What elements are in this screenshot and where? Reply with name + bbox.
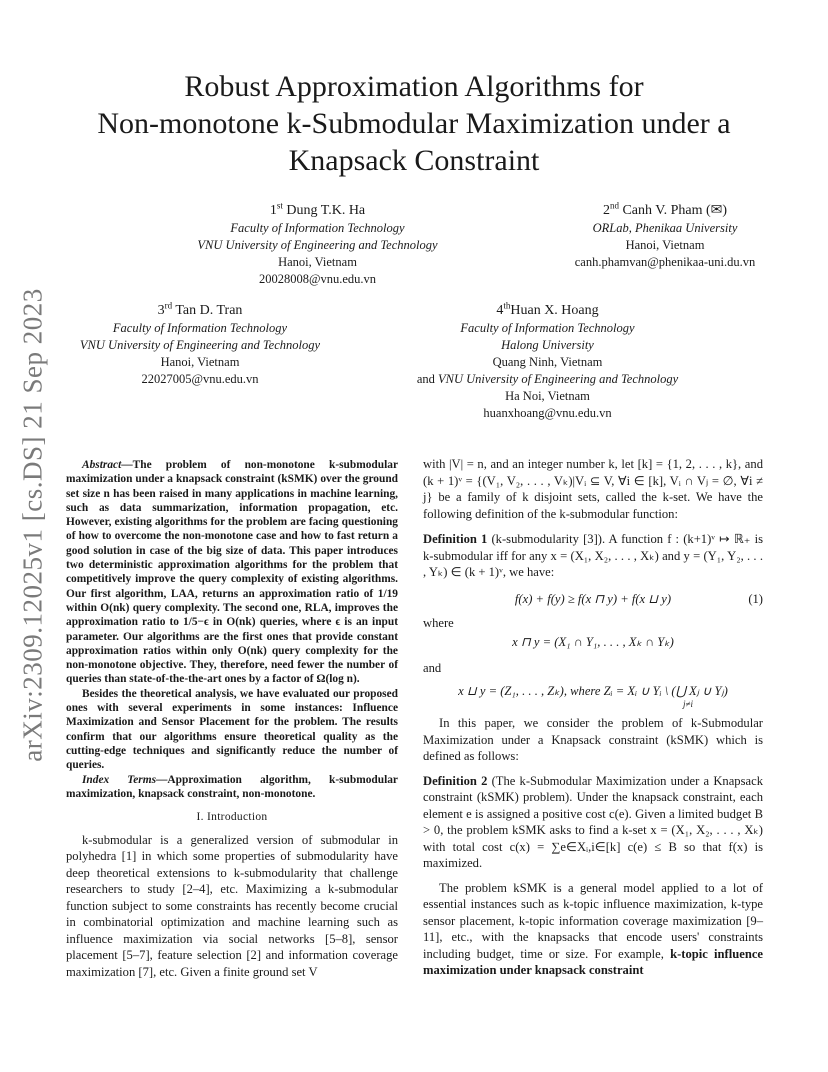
definition-text: (The k-Submodular Maximization under a Knapsack constraint (kSMK) problem). Under the knapsack constraint, each element e is assigned a positive cost c(e). Given a limited budget B > 0, the problem kSMK asks to find a k-set x = (X₁, X₂, . . . , Xₖ) with total cost c(x) = ∑e∈Xᵢ,i∈[k] c(e) ≤ B so that f(x) is maximized. [423, 773, 763, 870]
arxiv-stamp-text: arXiv:2309.12025v1 [cs.DS] 21 Sep 2023 [17, 288, 48, 762]
where-label: where [423, 616, 454, 630]
index-terms-label: Index Terms [82, 773, 156, 786]
body-paragraph: with |V| = n, and an integer number k, let [k] = {1, 2, . . . , k}, and (k + 1)ᵛ = {(V₁, V₂, . . . , Vₖ)|Vᵢ ⊆ V, ∀i ∈ [k], Vᵢ ∩ Vⱼ = ∅, ∀i ≠ j} be a family of k disjoint sets, called the k-set. We have the following definition of the k-submodular function: [423, 457, 763, 521]
equation-number: (1) [748, 591, 763, 606]
author-ordinal: st [276, 200, 283, 211]
definition-2 [423, 773, 763, 872]
author-block-1 [180, 202, 455, 288]
abstract-label: Abstract [82, 459, 122, 471]
author-email: canh.phamvan@phenikaa-uni.du.vn [574, 255, 756, 269]
equation-1 [423, 591, 763, 608]
author-location: Hanoi, Vietnam [625, 238, 705, 252]
right-column [423, 456, 763, 979]
title-line-3: Knapsack Constraint [288, 144, 540, 177]
author-email: 20028008@vnu.edu.vn [258, 272, 377, 286]
author-location: Ha Noi, Vietnam [505, 389, 590, 403]
author-number: 1 [269, 203, 277, 218]
paper-title [0, 68, 828, 179]
abstract-paragraph-2: Besides the theoretical analysis, we have evaluated our proposed ones with several experiments in some instances: Influence Maximization and Sensor Placement for the problem. The results confirm that our algorithms ensure theoretical quality as the cutting-edge techniques and significantly reduce the number of queries. [66, 687, 398, 772]
author-affiliation: VNU University of Engineering and Technology [79, 338, 321, 352]
author-ordinal: th [503, 300, 511, 311]
paragraph-bold-text: k-topic influence maximization under knapsack constraint [423, 946, 764, 977]
abstract [66, 458, 398, 687]
author-affiliation: Faculty of Information Technology [460, 321, 635, 335]
author-name: Dung T.K. Ha [286, 203, 366, 218]
definition-label: Definition 2 [423, 773, 488, 788]
author-location: Quang Ninh, Vietnam [492, 355, 603, 369]
author-name: Canh V. Pham (✉) [622, 203, 728, 218]
title-line-2: Non-monotone k-Submodular Maximization under a [97, 107, 731, 140]
paragraph-text: The problem kSMK is a general model applied to a lot of essential instances such as k-topic influence maximization, k-type sensor placement, k-topic information coverage maximization [9–11], etc., with the knapsacks that encode users' constraints including budget, time or size. For example, [423, 880, 763, 961]
left-column [66, 458, 398, 980]
body-paragraph: In this paper, we consider the problem of k-Submodular Maximization under a Knapsack constraint (kSMK) which is defined as follows: [423, 716, 763, 763]
author-block-2 [555, 202, 775, 271]
definition-label: Definition 1 [423, 532, 488, 546]
author-affiliation: VNU University of Engineering and Technology [438, 372, 679, 386]
author-ordinal: nd [609, 200, 619, 211]
equation-subscript: j≠i [683, 699, 693, 709]
equation-3 [423, 683, 763, 710]
intro-paragraph: k-submodular is a generalized version of submodular in polyhedra [1] in which some properties of submodularity have deep theoretical extensions to k-submodularity that challenge researchers to study [2–4], etc. Maximizing a k-submodular function subject to some constraints has recently become crucial in combinatorial optimization and machine learning such as influence maximization via social networks [5–8], sensor placement [5–7], feature selection [2] and information coverage maximization [7], etc. Given a finite ground set V [66, 832, 398, 979]
author-name: Tan D. Tran [175, 303, 243, 318]
author-and: and [416, 372, 439, 386]
arxiv-stamp [18, 290, 48, 760]
author-number: 2 [602, 203, 610, 218]
title-line-1: Robust Approximation Algorithms for [184, 70, 644, 103]
author-email: huanxhoang@vnu.edu.vn [483, 406, 612, 420]
definition-ref: (k-submodularity [3]). [491, 532, 606, 546]
author-affiliation: VNU University of Engineering and Technology [197, 238, 438, 252]
definition-1 [423, 531, 763, 581]
author-block-3 [65, 302, 335, 388]
body-paragraph [423, 880, 763, 979]
index-terms-text: —Approximation algorithm, k-submodular maximization, knapsack constraint, non-monotone. [66, 773, 398, 800]
equation-text: x ⊔ y = (Z₁, . . . , Zₖ), where Zᵢ = Xᵢ ∪ Yᵢ \ (⋃ Xⱼ ∪ Yⱼ) [458, 683, 728, 698]
author-affiliation: Halong University [501, 338, 594, 352]
author-number: 3 [157, 303, 165, 318]
author-email: 22027005@vnu.edu.vn [141, 372, 259, 386]
equation-text: f(x) + f(y) ≥ f(x ⊓ y) + f(x ⊔ y) [514, 591, 672, 606]
author-affiliation: ORLab, Phenikaa University [592, 221, 738, 235]
author-name: Huan X. Hoang [510, 303, 599, 318]
author-location: Hanoi, Vietnam [278, 255, 357, 269]
and-label: and [423, 661, 442, 675]
author-number: 4 [496, 303, 504, 318]
equation-2: x ⊓ y = (X₁ ∩ Y₁, . . . , Xₖ ∩ Yₖ) [512, 634, 674, 649]
author-ordinal: rd [164, 300, 173, 311]
section-heading: I. Introduction [196, 811, 268, 824]
index-terms [66, 773, 398, 802]
author-block-4 [400, 302, 695, 422]
abstract-text: —The problem of non-monotone k-submodular maximization under a knapsack constraint (kSMK) over the ground set size n has been raised in many applications in machine learning, such as data summarization, information propagation, etc. However, existing algorithms for the problem are facing questioning of how to overcome the non-monotone case and how to fast return a good solution in case of the big size of data. This paper introduces two deterministic approximation algorithms for the problem that competitively improve the query complexity of existing algorithms. Our first algorithm, LAA, returns an approximation ratio of 1/19 within O(nk) query complexity. The second one, RLA, improves the approximation ratio to 1/5−ϵ in O(nk) queries, where ϵ is an input parameter. Our algorithms are the first ones that provide constant approximation ratios within only O(nk) query complexity for the non-monotone objective. They, therefore, need fewer the number of queries than state-of-the-the-art ones by a factor of Ω(log n). [66, 459, 398, 686]
definition-text: A function f : (k+1)ᵛ ↦ ℝ₊ is k-submodular iff for any x = (X₁, X₂, . . . , Xₖ) and y = (Y₁, Y₂, . . . , Yₖ) ∈ (k + 1)ᵛ, we have: [423, 532, 763, 579]
author-affiliation: Faculty of Information Technology [112, 321, 288, 335]
author-affiliation: Faculty of Information Technology [230, 221, 405, 235]
author-location: Hanoi, Vietnam [160, 355, 240, 369]
